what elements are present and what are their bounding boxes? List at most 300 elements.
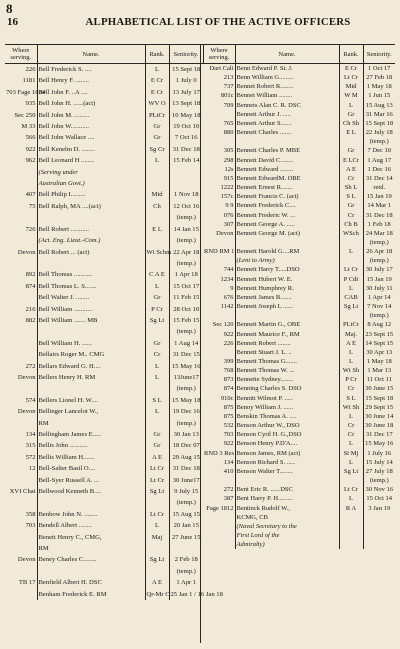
officer-name: Bell William ........... xyxy=(37,304,145,315)
officer-name: Bennett Humphrey R. xyxy=(235,284,339,293)
officer-name: (Act. Eng. Lieut.-Com.) xyxy=(37,235,145,246)
officer-name xyxy=(37,258,145,269)
table-row xyxy=(203,384,395,393)
seniority: (temp.) xyxy=(369,138,389,146)
rank: Cr xyxy=(339,421,363,430)
table-row xyxy=(203,366,395,375)
seniority: 15 May 16 xyxy=(171,362,201,370)
where-serving: 9 xyxy=(203,284,235,293)
table-row xyxy=(203,504,395,513)
seniority: 30 Nov 16 xyxy=(365,486,393,494)
rank: Wt Sh xyxy=(339,403,363,412)
rank: Ch xyxy=(145,201,169,212)
rank: Gr xyxy=(339,146,363,155)
seniority: 15 Oct 14 xyxy=(366,495,393,503)
rank: P Cr xyxy=(339,375,363,384)
rank: L xyxy=(145,281,169,292)
seniority: 1 Aug 14 xyxy=(174,339,199,347)
table-row xyxy=(5,64,203,75)
rank: L xyxy=(339,458,363,467)
table-row xyxy=(5,497,203,508)
seniority: (temp.) xyxy=(176,237,196,245)
seniority: 31 Mar 16 xyxy=(365,110,393,118)
officer-name: Bell-Syer Russell A. ... xyxy=(37,475,145,486)
officer-name: Bennett David C........ xyxy=(235,156,339,165)
table-row xyxy=(5,269,203,280)
rank: L xyxy=(145,361,169,372)
rank xyxy=(339,522,363,531)
rank: W M xyxy=(339,91,363,100)
officer-name: Admiralty) xyxy=(235,540,339,549)
rank xyxy=(339,137,363,146)
where-serving: Fage 1812 xyxy=(203,504,235,513)
col-rank-right: Rank. xyxy=(339,45,363,64)
seniority: 30 July 11 xyxy=(365,284,393,292)
where-serving: 922 xyxy=(203,330,235,339)
seniority: (temp.) xyxy=(176,328,196,336)
table-row xyxy=(203,421,395,430)
where-serving: 676 xyxy=(203,293,235,302)
where-serving xyxy=(203,476,235,485)
seniority: 1 Dec 16 xyxy=(367,165,391,173)
where-serving: Sec 120 xyxy=(203,320,235,329)
seniority: 31 Dec 17 xyxy=(365,431,393,439)
seniority: 1 July 0 xyxy=(175,77,197,85)
seniority: 15 Jan 19 xyxy=(366,275,392,283)
rank xyxy=(145,566,169,577)
rank: Cr xyxy=(339,384,363,393)
table-row xyxy=(5,121,203,132)
seniority: 30 June 18 xyxy=(365,422,394,430)
rank: PLtCr xyxy=(339,320,363,329)
seniority: 1 Apr 1 xyxy=(176,579,197,587)
where-serving: 935 xyxy=(5,98,37,109)
where-serving xyxy=(203,531,235,540)
seniority: 15 Sept 18 xyxy=(365,119,394,127)
seniority: 10 May 18 xyxy=(171,111,201,119)
rank: Lt Cr xyxy=(339,73,363,82)
rank: Ch Sh xyxy=(339,119,363,128)
where-serving xyxy=(5,589,37,600)
rank: WSch xyxy=(339,229,363,238)
table-row xyxy=(5,349,203,360)
where-serving xyxy=(203,311,235,320)
table-row xyxy=(203,394,395,403)
officer-name: Bent Eric R. ......DSC xyxy=(235,485,339,494)
officer-name: Bell Leonard H ........ xyxy=(37,155,145,166)
table-row xyxy=(203,439,395,448)
seniority: 8 Aug 12 xyxy=(367,321,392,329)
seniority: (temp.) xyxy=(176,214,196,222)
table-row xyxy=(5,440,203,451)
seniority: 7 Oct 16 xyxy=(174,134,198,142)
where-serving xyxy=(203,513,235,522)
where-serving: 572 xyxy=(5,452,37,463)
rank: Sg Lt xyxy=(339,302,363,311)
table-row xyxy=(203,476,395,485)
rank: L xyxy=(339,247,363,256)
where-serving: Devon xyxy=(203,229,235,238)
seniority: 31 Dec 18 xyxy=(172,145,200,153)
table-row xyxy=(5,463,203,474)
seniority: retd. xyxy=(373,184,386,192)
officer-name: Bell Robert ........... xyxy=(37,224,145,235)
where-serving: 574 xyxy=(5,395,37,406)
seniority: 15 May 16 xyxy=(365,440,394,448)
rank: P Cr xyxy=(145,304,169,315)
table-row xyxy=(5,326,203,337)
rank xyxy=(145,326,169,337)
where-serving xyxy=(5,338,37,349)
where-serving: 744 xyxy=(203,265,235,274)
officer-name: Bell William H. ...... xyxy=(37,338,145,349)
where-serving xyxy=(203,348,235,357)
officer-name: Bennet Robert R........ xyxy=(235,82,339,91)
col-name-left: Name. xyxy=(37,45,145,64)
where-serving xyxy=(5,418,37,429)
seniority: 27 July 18 xyxy=(365,467,393,475)
rank: R A xyxy=(339,504,363,513)
where-serving: 882 xyxy=(5,315,37,326)
where-serving: 272 xyxy=(5,361,37,372)
seniority: 14 Mar 1 xyxy=(367,202,392,210)
officer-name: Benett Henry C., CMG, xyxy=(37,532,145,543)
officer-name: Bell Ralph, MA ....(act) xyxy=(37,201,145,212)
table-row xyxy=(5,429,203,440)
rank: Lt Cr xyxy=(145,475,169,486)
col-rank-left: Rank. xyxy=(145,45,169,64)
seniority: (temp.) xyxy=(176,385,196,393)
where-serving: 962 xyxy=(5,155,37,166)
officer-name: Benson Cyril H. G.,DSO xyxy=(235,430,339,439)
rank: WV O xyxy=(145,98,169,109)
where-serving: 272 xyxy=(203,485,235,494)
rank xyxy=(145,497,169,508)
officer-name: Bell Kenelm D. ........ xyxy=(37,144,145,155)
officer-name: (Serving under xyxy=(37,167,145,178)
where-serving: 75 xyxy=(5,201,37,212)
table-row xyxy=(203,449,395,458)
seniority: 13 July 17 xyxy=(172,88,200,96)
table-row xyxy=(5,395,203,406)
officer-name: Bennett Thomas W. ... xyxy=(235,366,339,375)
table-row xyxy=(5,258,203,269)
seniority: 30 Jan 13 xyxy=(173,431,199,438)
seniority: (temp.) xyxy=(369,257,389,265)
seniority: 19 Dec 16 xyxy=(172,408,200,416)
table-row xyxy=(5,110,203,121)
where-serving: 703 xyxy=(203,430,235,439)
seniority: 2 Feb 18 xyxy=(174,556,198,564)
officer-name: Bendell Albert ........ xyxy=(37,520,145,531)
officer-name: Benson Arthur W., DSO xyxy=(235,421,339,430)
rank: Gr xyxy=(145,292,169,303)
rank: Qr-Mr C xyxy=(145,589,169,600)
table-row xyxy=(203,82,395,91)
officer-name: Bellars Edward G. H.... xyxy=(37,361,145,372)
where-serving xyxy=(203,256,235,265)
officer-name: (Lent to Army) xyxy=(235,256,339,265)
officer-name: Bell Philip I......... xyxy=(37,189,145,200)
officer-name: Bellwood Kenneth B.... xyxy=(37,486,145,497)
rank: Mid xyxy=(145,189,169,200)
officer-name xyxy=(37,326,145,337)
officer-name: Bellers Lionel H. W.... xyxy=(37,395,145,406)
where-serving: RND 3 Res xyxy=(204,449,234,457)
officer-name: Bennett George M. (act) xyxy=(235,229,339,238)
officer-name: Bennett Joseph L ...... xyxy=(235,302,339,311)
table-row xyxy=(5,144,203,155)
seniority: 12 Oct 16 xyxy=(173,202,200,210)
table-row xyxy=(5,372,203,383)
table-row xyxy=(5,406,203,417)
rank: Maj. xyxy=(339,330,363,339)
rank: PLtCr xyxy=(145,110,169,121)
rank: Lt Cr xyxy=(339,265,363,274)
where-serving: 1222 xyxy=(203,183,235,192)
table-row xyxy=(203,156,395,165)
officer-name: Benn Edward P. St. J. xyxy=(235,64,339,73)
rank: L xyxy=(145,520,169,531)
officer-name xyxy=(37,383,145,394)
officer-name: Benbow John N. ........ xyxy=(37,509,145,520)
officer-name: Bell John W........... xyxy=(37,121,145,132)
officer-name: RM xyxy=(37,418,145,429)
where-serving: 315 xyxy=(5,440,37,451)
where-serving: 765 xyxy=(203,119,235,128)
where-serving: 1142 xyxy=(203,302,235,311)
where-serving: 915 xyxy=(203,174,235,183)
officer-name: Bell Thomas L. S....... xyxy=(37,281,145,292)
rank: A E xyxy=(339,165,363,174)
table-row xyxy=(203,330,395,339)
officer-name: Bell Walter J. ........ xyxy=(37,292,145,303)
where-serving: XVI Chat xyxy=(5,486,37,497)
seniority xyxy=(363,522,395,531)
where-serving xyxy=(5,475,37,486)
table-row xyxy=(203,247,395,256)
where-serving: 307 xyxy=(203,220,235,229)
where-serving: 157c xyxy=(203,192,235,201)
rank: E Cr xyxy=(339,64,363,73)
table-row xyxy=(5,566,203,577)
officer-name: Bennitt Wilmot P. ..... xyxy=(235,394,339,403)
where-serving: 298 xyxy=(203,156,235,165)
where-serving xyxy=(5,212,37,223)
table-row xyxy=(203,494,395,503)
table-row xyxy=(5,87,203,98)
rank: Gr xyxy=(145,440,169,451)
where-serving: 768 xyxy=(203,366,235,375)
table-row xyxy=(203,375,395,384)
seniority: 15 July 14 xyxy=(365,458,393,466)
table-row xyxy=(203,101,395,110)
table-row xyxy=(203,403,395,412)
rank: Gr xyxy=(145,132,169,143)
seniority: 11 Oct 11 xyxy=(366,376,392,384)
rank: Lt Cr xyxy=(145,463,169,474)
table-row xyxy=(5,201,203,212)
seniority: 15 Aug 13 xyxy=(365,101,393,109)
seniority: 20 Jan 15 xyxy=(173,522,199,530)
seniority: 13June17 xyxy=(173,373,199,381)
where-serving: 226 xyxy=(203,339,235,348)
officer-name xyxy=(37,566,145,577)
seniority: 15 May 18 xyxy=(171,396,201,404)
where-serving xyxy=(5,326,37,337)
officer-name: Bennett Harry T.....DSO xyxy=(235,265,339,274)
seniority: (temp.) xyxy=(176,419,196,427)
where-serving: 9 9 xyxy=(203,201,235,210)
seniority: (temp.) xyxy=(176,567,196,575)
where-serving: 1181 xyxy=(5,75,37,86)
seniority xyxy=(363,513,395,522)
seniority: 18 Dec 07 xyxy=(172,442,200,450)
officer-name: RM xyxy=(37,543,145,554)
rank: CAB xyxy=(339,293,363,302)
where-serving: 880 xyxy=(203,128,235,137)
officer-name: Benn William G......... xyxy=(235,73,339,82)
table-row xyxy=(203,458,395,467)
where-serving: Sec 250 xyxy=(5,110,37,121)
table-row xyxy=(203,201,395,210)
table-row xyxy=(5,486,203,497)
officer-name: Bellis William H....... xyxy=(37,452,145,463)
rank: L xyxy=(339,284,363,293)
table-row xyxy=(5,292,203,303)
where-serving xyxy=(5,532,37,543)
rank: L xyxy=(339,494,363,503)
officer-name: Benham Frederick E. RM xyxy=(37,589,145,600)
seniority: 24 Mar 18 xyxy=(365,229,393,237)
table-row xyxy=(203,110,395,119)
rank: Maj xyxy=(145,532,169,543)
where-serving: Devon xyxy=(5,372,37,383)
table-row xyxy=(203,229,395,238)
where-serving: 134 xyxy=(203,458,235,467)
officer-name xyxy=(37,497,145,508)
page-top-number: 8 xyxy=(6,1,13,16)
table-row xyxy=(203,238,395,247)
rank: Cr xyxy=(339,211,363,220)
rank: Sh L xyxy=(339,183,363,192)
table-row xyxy=(203,183,395,192)
where-serving xyxy=(5,383,37,394)
rank: E LCr xyxy=(339,156,363,165)
where-serving: 922 xyxy=(5,144,37,155)
officer-name: Bell John M. ......... xyxy=(37,110,145,121)
rank: Ch B xyxy=(339,220,363,229)
where-serving: 12s xyxy=(203,165,235,174)
table-row xyxy=(203,220,395,229)
where-serving: 910c xyxy=(203,394,235,403)
rank: Gr xyxy=(339,201,363,210)
col-where-right: Where serving. xyxy=(203,45,235,64)
officer-name: Bellairs Roger M.. CMG xyxy=(37,349,145,360)
rank xyxy=(145,258,169,269)
rank xyxy=(339,238,363,247)
rank: Cr xyxy=(339,174,363,183)
where-serving: 726 xyxy=(5,224,37,235)
rank: Sg Lt xyxy=(145,554,169,565)
rank xyxy=(145,543,169,554)
where-serving: 703 xyxy=(5,520,37,531)
rank xyxy=(145,167,169,178)
rank: L xyxy=(339,412,363,421)
seniority: 15 Aug 15 xyxy=(172,510,200,518)
where-serving xyxy=(5,543,37,554)
col-name-right: Name. xyxy=(235,45,339,64)
where-serving xyxy=(5,167,37,178)
rank: A E xyxy=(339,339,363,348)
rank: Sg Lt xyxy=(339,467,363,476)
officer-name xyxy=(235,476,339,485)
seniority: 1 Apr 14 xyxy=(367,293,391,301)
officer-name: Bell-Salter Basil O.... xyxy=(37,463,145,474)
rank xyxy=(339,531,363,540)
officer-name: Bellinger Lancelot W., xyxy=(37,406,145,417)
table-row xyxy=(5,315,203,326)
where-serving: 358 xyxy=(5,509,37,520)
rank xyxy=(145,178,169,189)
rank: L xyxy=(145,372,169,383)
officer-name: Bennett Frederic W. ... xyxy=(235,211,339,220)
table-row xyxy=(203,128,395,137)
seniority: 25 Jan 1 / 16 Jan 18 xyxy=(170,590,223,598)
col-seniority-right: Seniority. xyxy=(366,50,392,58)
rank xyxy=(145,212,169,223)
table-row xyxy=(203,311,395,320)
officer-name: Bennett Arthur S....... xyxy=(235,119,339,128)
seniority xyxy=(363,540,395,549)
where-serving xyxy=(203,540,235,549)
officer-name: Bell Thomas ........... xyxy=(37,269,145,280)
table-row xyxy=(5,577,203,588)
officer-name: Bennett Arthur J. ..... xyxy=(235,110,339,119)
seniority: 31 Dec 18 xyxy=(365,211,393,219)
seniority: 31 Dec 18 xyxy=(172,465,200,473)
where-serving: 532 xyxy=(203,421,235,430)
officer-name: Bellingham James E..... xyxy=(37,429,145,440)
rank xyxy=(145,418,169,429)
officer-name: Bennett EdwardM. OBE xyxy=(235,174,339,183)
table-row xyxy=(5,224,203,235)
table-row xyxy=(5,475,203,486)
officer-name: Bennett Charles P. MBE xyxy=(235,146,339,155)
where-serving: Devon xyxy=(5,554,37,565)
table-row xyxy=(5,543,203,554)
seniority: 13 Sept 18 xyxy=(172,100,201,108)
rank: Wt Sh xyxy=(339,366,363,375)
table-row xyxy=(203,357,395,366)
rank: Lt Cr xyxy=(145,509,169,520)
officer-name: Bell John H. ......(act) xyxy=(37,98,145,109)
where-serving: RND RM 1 xyxy=(204,248,235,256)
rank: L xyxy=(339,357,363,366)
rank: L xyxy=(339,101,363,110)
page-header xyxy=(4,15,396,31)
where-serving xyxy=(203,137,235,146)
seniority: 1 Aug 17 xyxy=(367,156,392,164)
officer-name: Bennett Frederick C.... xyxy=(235,201,339,210)
where-serving: 874 xyxy=(5,281,37,292)
where-serving: 874 xyxy=(203,384,235,393)
seniority: 15 Sept 18 xyxy=(172,66,201,73)
where-serving: 892 xyxy=(5,269,37,280)
rank: Cr xyxy=(339,430,363,439)
table-row xyxy=(203,293,395,302)
rank: Gr xyxy=(145,338,169,349)
